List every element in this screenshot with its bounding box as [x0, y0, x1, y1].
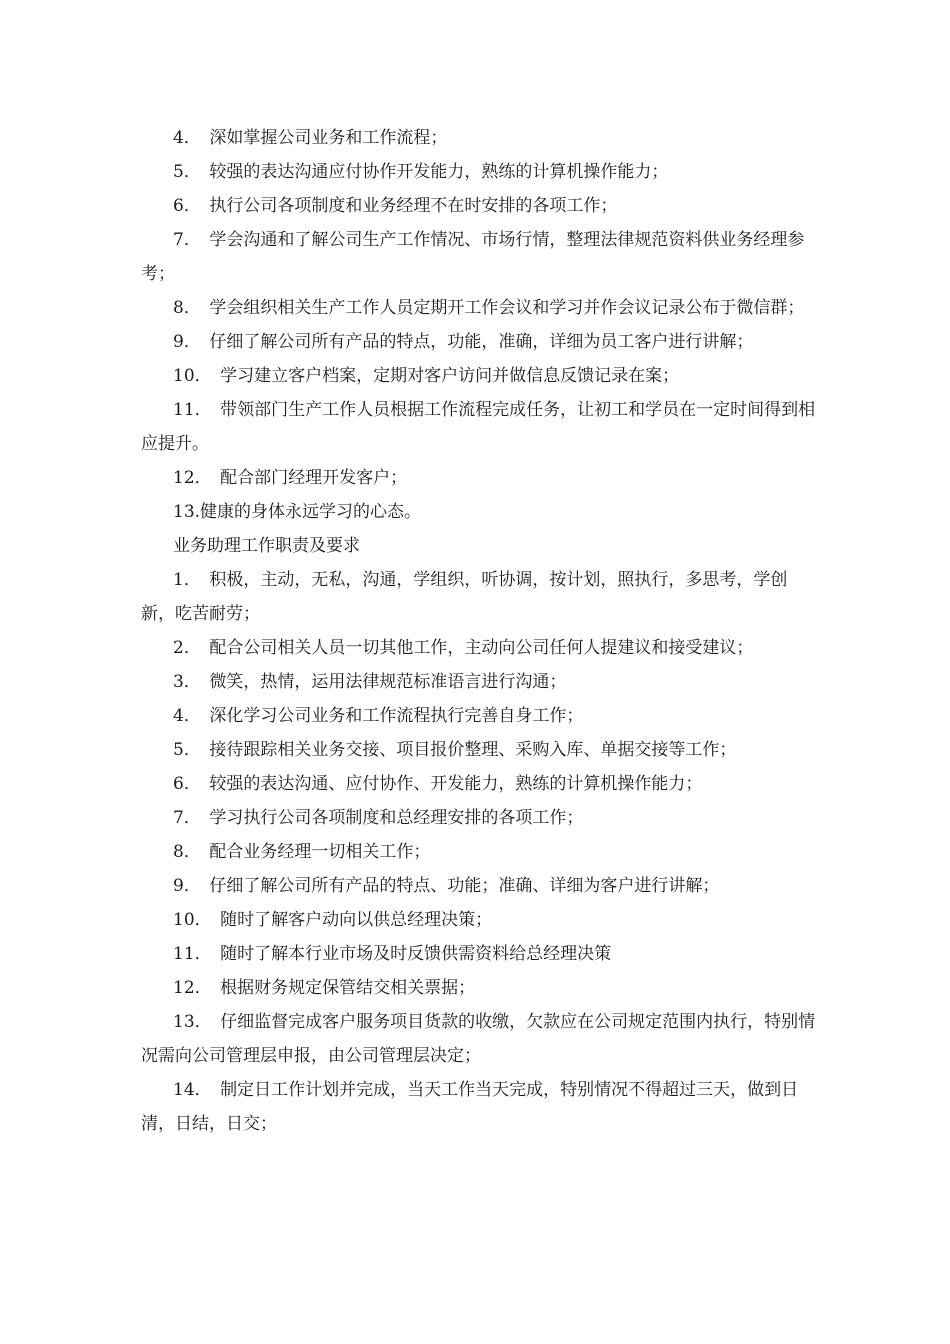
- assistant-item-7: 7． 学习执行公司各项制度和总经理安排的各项工作；: [173, 808, 584, 828]
- assistant-item-9: 9． 仔细了解公司所有产品的特点、功能；准确、详细为客户进行讲解；: [173, 876, 720, 896]
- paragraph-item-9: 9． 仔细了解公司所有产品的特点，功能，准确，详细为员工客户进行讲解；: [173, 332, 754, 352]
- paragraph-item-10: 10． 学习建立客户档案，定期对客户访问并做信息反馈记录在案；: [173, 366, 680, 386]
- assistant-item-11: 11． 随时了解本行业市场及时反馈供需资料给总经理决策: [173, 944, 612, 964]
- section-heading: 业务助理工作职责及要求: [173, 536, 360, 556]
- assistant-item-5: 5． 接待跟踪相关业务交接、项目报价整理、采购入库、单据交接等工作；: [173, 740, 737, 760]
- assistant-item-8: 8． 配合业务经理一切相关工作；: [173, 842, 431, 862]
- assistant-item-2: 2． 配合公司相关人员一切其他工作，主动向公司任何人提建议和接受建议；: [173, 638, 754, 658]
- paragraph-item-6: 6． 执行公司各项制度和业务经理不在时安排的各项工作；: [173, 196, 618, 216]
- assistant-item-6: 6． 较强的表达沟通、应付协作、开发能力，熟练的计算机操作能力；: [173, 774, 703, 794]
- assistant-item-14: 14． 制定日工作计划并完成，当天工作当天完成，特别情况不得超过三天，做到日清，日结，日交；: [141, 1080, 799, 1134]
- assistant-item-10: 10． 随时了解客户动向以供总经理决策；: [173, 910, 493, 930]
- assistant-item-4: 4． 深化学习公司业务和工作流程执行完善自身工作；: [173, 706, 584, 726]
- assistant-item-13: 13． 仔细监督完成客户服务项目货款的收缴，欠款应在公司规定范围内执行，特别情况需向公司管理层申报，由公司管理层决定；: [141, 1012, 816, 1066]
- paragraph-item-8: 8． 学会组织相关生产工作人员定期开工作会议和学习并作会议记录公布于微信群；: [173, 298, 805, 318]
- document-body: [141, 121, 821, 1141]
- paragraph-item-12: 12． 配合部门经理开发客户；: [173, 468, 408, 488]
- assistant-item-1: 1． 积极，主动，无私，沟通，学组织，听协调，按计划，照执行，多思考，学创新，吃苦耐劳；: [141, 570, 788, 624]
- paragraph-item-13: 13.健康的身体永远学习的心态。: [173, 502, 422, 522]
- assistant-item-12: 12． 根据财务规定保管结交相关票据；: [173, 978, 476, 998]
- paragraph-item-11: 11． 带领部门生产工作人员根据工作流程完成任务，让初工和学员在一定时间得到相应提升。: [141, 400, 816, 454]
- paragraph-item-4: 4． 深如掌握公司业务和工作流程；: [173, 128, 448, 148]
- assistant-item-3: 3． 微笑，热情，运用法律规范标准语言进行沟通；: [173, 672, 567, 692]
- paragraph-item-7: 7． 学会沟通和了解公司生产工作情况、市场行情，整理法律规范资料供业务经理参考；: [141, 230, 805, 284]
- paragraph-item-5: 5． 较强的表达沟通应付协作开发能力，熟练的计算机操作能力；: [173, 162, 669, 182]
